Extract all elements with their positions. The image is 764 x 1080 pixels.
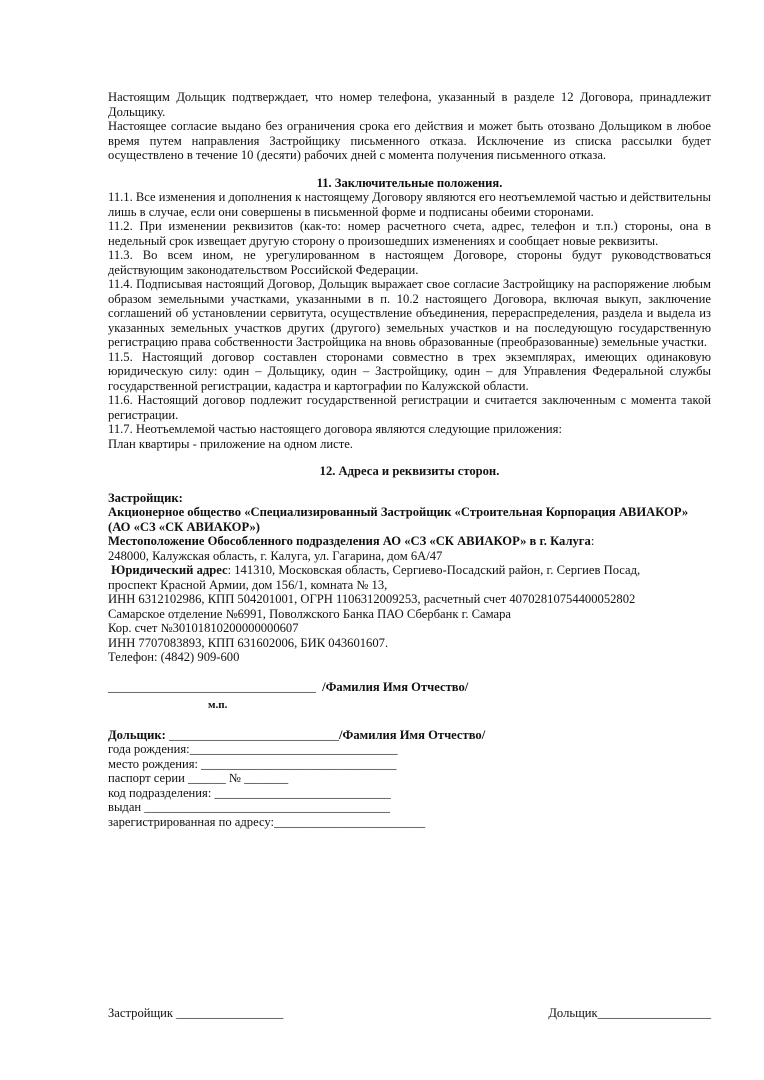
clause-11-1: 11.1. Все изменения и дополнения к настоящему Договору являются его неотъемлемой частью и действительны лишь в случае, если они совершены в письменной форме и подписаны обеими сторонами.	[108, 190, 712, 219]
developer-location: Местоположение Обособленного подразделения АО «СЗ «СК АВИАКОР» в г. Калуга:	[108, 534, 595, 548]
shareholder-signature-line[interactable]: ___________________________	[169, 727, 340, 742]
shareholder-label: Дольщик:	[108, 727, 166, 742]
developer-signature-block	[108, 680, 711, 713]
footer-shareholder-signature-line[interactable]: __________________	[597, 1006, 711, 1020]
clause-11-2: 11.2. При изменении реквизитов (как-то: номер расчетного счета, адрес, телефон и т.п.) стороны, она в недельный срок извещает другую сторону о произошедших изменениях и сообщает новые реквизиты.	[108, 219, 711, 248]
passport-series-blank[interactable]: ______	[188, 771, 226, 785]
clause-11-7: 11.7. Неотъемлемой частью настоящего договора являются следующие приложения:	[108, 422, 562, 436]
section-11-body	[108, 190, 711, 451]
clause-11-5: 11.5. Настоящий договор составлен сторонами совместно в трех экземплярах, имеющих одинаковую юридическую силу: один – Дольщику, один – Застройщику, один – для Управления Федеральной службы государственной регистрации, кадастра и картографии по Калужской области.	[108, 349, 711, 393]
developer-inn-kpp-ogrn: ИНН 6312102986, КПП 504201001, ОГРН 1106312009253, расчетный счет 40702810754400052802	[108, 592, 636, 606]
developer-phone: Телефон: (4842) 909-600	[108, 650, 240, 664]
developer-legal-address: Юридический адрес: 141310, Московская область, Сергиево-Посадский район, г. Сергиев Посад,	[111, 563, 641, 577]
consent-paragraph-revocation: Настоящее согласие выдано без ограничения срока его действия и может быть отозвано Дольщиком в любое время путем направления Застройщику письменного отказа. Исключение из списка рассылки будет осуществлено в течение 10 (десяти) рабочих дней с момента получения письменного отказа.	[108, 119, 711, 162]
section-12-title: 12. Адреса и реквизиты сторон.	[319, 464, 500, 478]
developer-short-name: (АО «СЗ «СК АВИАКОР»)	[108, 519, 260, 534]
footer-shareholder: Дольщик__________________	[548, 1006, 711, 1020]
clause-11-4: 11.4. Подписывая настоящий Договор, Дольщик выражает свое согласие Застройщику на распоряжение любым образом земельными участками, указанными в п. 10.2 настоящего Договора, включая выкуп, заключение соглашений об установлении сервитута, осуществление объединения, перераспределения, раздела и выдела из указанных земельных участков других (другого) земельных участков и на последующую государственную регистрацию права собственности Застройщика на вновь образованные (преобразованные) земельные участки.	[108, 277, 711, 349]
legal-address-label: Юридический адрес	[111, 563, 228, 577]
developer-legal-address-2: проспект Красной Армии, дом 156/1, комната № 13,	[108, 577, 388, 592]
registered-address-blank[interactable]: ________________________	[274, 814, 426, 829]
footer-developer-signature-line[interactable]: _________________	[176, 1006, 284, 1020]
birth-year-blank[interactable]: _________________________________	[189, 742, 398, 756]
developer-bank-requisites: ИНН 7707083893, КПП 631602006, БИК 043601607.	[108, 635, 389, 650]
field-birth-place: место рождения: _______________________________	[108, 756, 397, 771]
shareholder-block	[108, 728, 711, 830]
document-page	[108, 90, 711, 829]
passport-number-blank[interactable]: _______	[244, 771, 289, 785]
developer-corr-account: Кор. счет №30101810200000000607	[108, 621, 299, 635]
field-passport: паспорт серии ______ № _______	[108, 771, 289, 785]
shareholder-fio: /Фамилия Имя Отчество/	[339, 727, 486, 742]
developer-requisites	[108, 491, 711, 665]
division-code-blank[interactable]: ____________________________	[214, 785, 391, 800]
consent-paragraph-phone: Настоящим Дольщик подтверждает, что номер телефона, указанный в разделе 12 Договора, принадлежит Дольщику.	[108, 90, 711, 119]
field-registered-address: зарегистрированная по адресу:________________________	[108, 814, 426, 829]
location-label: Местоположение Обособленного подразделения АО «СЗ «СК АВИАКОР» в г. Калуга	[108, 534, 591, 548]
field-issued-by: выдан _______________________________________	[108, 800, 390, 814]
field-division-code: код подразделения: ____________________________	[108, 785, 391, 800]
stamp-mark: м.п.	[208, 699, 228, 711]
clause-11-3: 11.3. Во всем ином, не урегулированном в настоящем Договоре, стороны будут руководствоваться действующим законодательством Российской Федерации.	[108, 248, 711, 277]
developer-location-address: 248000, Калужская область, г. Калуга, ул. Гагарина, дом 6А/47	[108, 548, 443, 563]
developer-label: Застройщик:	[108, 490, 183, 505]
issued-by-blank[interactable]: _______________________________________	[144, 800, 390, 814]
appendix-note: План квартиры - приложение на одном листе.	[108, 436, 353, 451]
developer-fio: /Фамилия Имя Отчество/	[322, 679, 469, 694]
developer-signature-line[interactable]: _________________________________	[108, 679, 316, 694]
field-birth-year: года рождения:_________________________________	[108, 742, 398, 756]
developer-bank: Самарское отделение №6991, Поволжского Банка ПАО Сбербанк г. Самара	[108, 606, 511, 621]
clause-11-6: 11.6. Настоящий договор подлежит государственной регистрации и считается заключенным с момента такой регистрации.	[108, 393, 711, 422]
developer-name: Акционерное общество «Специализированный Застройщик «Строительная Корпорация АВИАКОР»	[108, 505, 689, 519]
section-11-title: 11. Заключительные положения.	[316, 175, 503, 190]
birth-place-blank[interactable]: _______________________________	[201, 756, 397, 771]
footer-developer: Застройщик _________________	[108, 1006, 284, 1020]
